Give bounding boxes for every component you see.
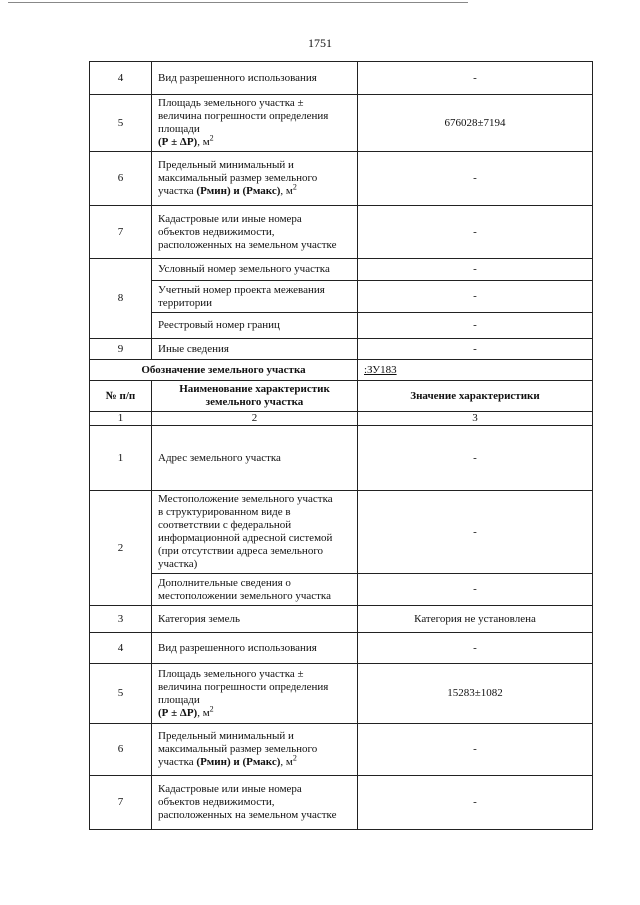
row-number: 4 (90, 633, 152, 664)
characteristic-name: Предельный минимальный и максимальный размер земельного участка (Рмин) и (Рмакс), $м^2$ (152, 724, 358, 776)
table-row (90, 259, 593, 281)
characteristic-value: - (358, 426, 593, 491)
table-header-row (90, 381, 593, 412)
row-number: 8 (90, 259, 152, 339)
column-number: 2 (152, 412, 358, 426)
characteristic-name: Площадь земельного участка ± величина погрешности определения площади (Р ± ΔР), $м^2$ (152, 664, 358, 724)
row-number: 9 (90, 339, 152, 360)
table-row (90, 152, 593, 206)
row-number: 7 (90, 776, 152, 830)
characteristic-name: Адрес земельного участка (152, 426, 358, 491)
characteristic-value: 676028±7194 (358, 95, 593, 152)
characteristic-name: Местоположение земельного участка в структурированном виде в соответствии с федеральной информационной адресной системой (при отсутствии адреса земельного участка) (152, 491, 358, 574)
characteristic-value: - (358, 152, 593, 206)
characteristic-name: Иные сведения (152, 339, 358, 360)
characteristic-name: Учетный номер проекта межевания территории (152, 281, 358, 313)
characteristic-name: Дополнительные сведения о местоположении земельного участка (152, 574, 358, 606)
designation-value: :ЗУ183 (358, 360, 593, 381)
characteristic-value: - (358, 62, 593, 95)
header-value: Значение характеристики (358, 381, 593, 412)
characteristic-value: 15283±1082 (358, 664, 593, 724)
table-row (90, 633, 593, 664)
header-number: № п/п (90, 381, 152, 412)
row-number: 1 (90, 426, 152, 491)
characteristic-value: - (358, 259, 593, 281)
characteristic-name: Условный номер земельного участка (152, 259, 358, 281)
designation-label: Обозначение земельного участка (90, 360, 358, 381)
table-row (90, 664, 593, 724)
characteristic-name: Категория земель (152, 606, 358, 633)
row-number: 6 (90, 152, 152, 206)
row-number: 5 (90, 664, 152, 724)
land-plot-table (89, 61, 593, 830)
designation-row (90, 360, 593, 381)
top-divider (8, 2, 468, 3)
row-number: 2 (90, 491, 152, 606)
table-row (90, 574, 593, 606)
table-row (90, 281, 593, 313)
characteristic-value: - (358, 724, 593, 776)
column-number: 3 (358, 412, 593, 426)
row-number: 3 (90, 606, 152, 633)
row-number: 7 (90, 206, 152, 259)
characteristic-name: Реестровый номер границ (152, 313, 358, 339)
table-row (90, 776, 593, 830)
table-row (90, 62, 593, 95)
table-row (90, 724, 593, 776)
characteristic-value: - (358, 491, 593, 574)
characteristic-value: - (358, 574, 593, 606)
characteristic-value: - (358, 206, 593, 259)
characteristic-name: Кадастровые или иные номера объектов недвижимости, расположенных на земельном участке (152, 776, 358, 830)
characteristic-name: Кадастровые или иные номера объектов недвижимости, расположенных на земельном участке (152, 206, 358, 259)
page-number: 1751 (308, 36, 332, 50)
characteristic-value: - (358, 339, 593, 360)
table-row (90, 339, 593, 360)
row-number: 5 (90, 95, 152, 152)
characteristic-value: - (358, 633, 593, 664)
header-characteristic: Наименование характеристик земельного участка (152, 381, 358, 412)
table-row (90, 95, 593, 152)
characteristic-name: Вид разрешенного использования (152, 633, 358, 664)
characteristic-value: - (358, 776, 593, 830)
characteristic-value: - (358, 281, 593, 313)
table-row (90, 313, 593, 339)
table-row (90, 606, 593, 633)
characteristic-name: Предельный минимальный и максимальный размер земельного участка (Рмин) и (Рмакс), $м^2$ (152, 152, 358, 206)
column-number: 1 (90, 412, 152, 426)
characteristic-value: Категория не установлена (358, 606, 593, 633)
characteristic-value: - (358, 313, 593, 339)
table-row (90, 426, 593, 491)
table-row (90, 206, 593, 259)
characteristic-name: Вид разрешенного использования (152, 62, 358, 95)
characteristic-name: Площадь земельного участка ± величина погрешности определения площади (Р ± ΔР), $м^2$ (152, 95, 358, 152)
row-number: 4 (90, 62, 152, 95)
column-number-row (90, 412, 593, 426)
row-number: 6 (90, 724, 152, 776)
table-row (90, 491, 593, 574)
